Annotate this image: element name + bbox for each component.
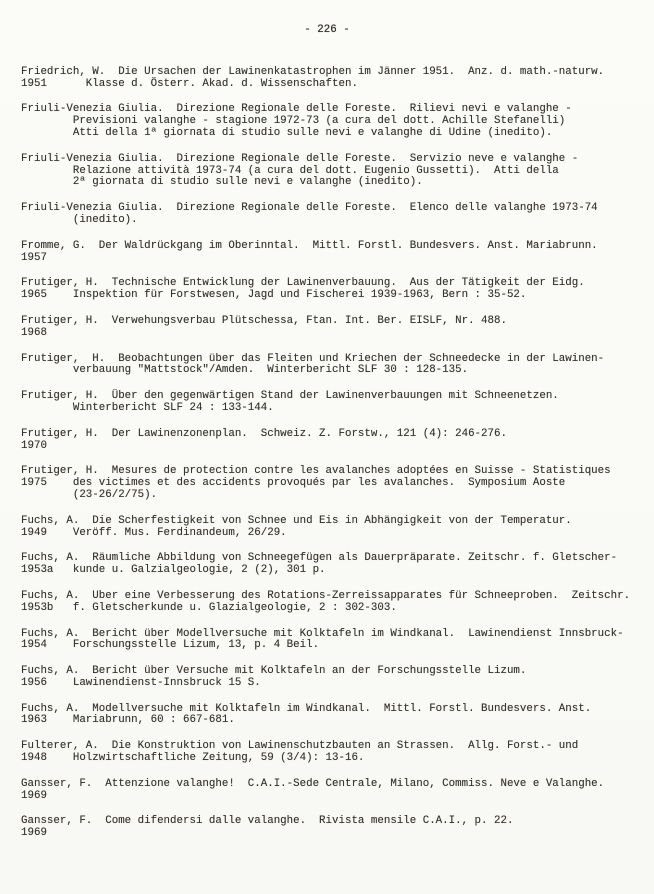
entry-line: Frutiger, H. Der Lawinenzonenplan. Schweiz. Z. Forstw., 121 (4): 246-276. (21, 427, 507, 440)
entry-line: 1956 Lawinendienst-Innsbruck 15 S. (21, 676, 261, 689)
bibliography-entry (21, 104, 648, 139)
entry-line: 1948 Holzwirtschaftliche Zeitung, 59 (3/4): 13-16. (21, 752, 365, 765)
entry-line: Fulterer, A. Die Konstruktion von Lawinenschutzbauten an Strassen. Allg. Forst.- und (21, 740, 579, 753)
bibliography-entry (21, 666, 648, 690)
entry-line: Frutiger, H. Technische Entwicklung der Lawinenverbauung. Aus der Tätigkeit der Eidg. (21, 277, 585, 290)
entry-line: 1957 (21, 251, 47, 264)
bibliography-entry (21, 354, 648, 378)
entry-line: 1969 (21, 789, 47, 802)
entry-line: Fuchs, A. Bericht über Modellversuche mit Kolktafeln im Windkanal. Lawinendienst Innsbruck- (21, 627, 624, 640)
entry-line: Frutiger, H. Mesures de protection contre les avalanches adoptées en Suisse - Statistiques (21, 465, 611, 478)
entry-line: 1953b f. Gletscherkunde u. Glazialgeologie, 2 : 302-303. (21, 601, 397, 614)
bibliography-entry (21, 816, 648, 840)
entry-line: Fromme, G. Der Waldrückgang im Oberinntal. Mittl. Forstl. Bundesvers. Anst. Mariabrunn. (21, 239, 598, 252)
bibliography-entry (21, 704, 648, 728)
entry-line: Fuchs, A. Räumliche Abbildung von Schneegefügen als Dauerpräparate. Zeitschr. f. Gletscher- (21, 552, 618, 565)
entry-line: Fuchs, A. Modellversuche mit Kolktafeln im Windkanal. Mittl. Forstl. Bundesvers. Anst. (21, 702, 592, 715)
entry-line: 2ª giornata di studio sulle nevi e valanghe (inedito). (21, 176, 423, 189)
entry-line: Friuli-Venezia Giulia. Direzione Regionale delle Foreste. Rilievi nevi e valanghe - (21, 103, 572, 116)
bibliography-entry (21, 391, 648, 415)
entry-line: Fuchs, A. Die Scherfestigkeit von Schnee und Eis in Abhängigkeit von der Temperatur. (21, 514, 572, 527)
entry-line: Frutiger, H. Über den gegenwärtigen Stand der Lawinenverbauungen mit Schneenetzen. (21, 390, 559, 403)
entry-line: Frutiger, H. Verwehungsverbau Plütschessa, Ftan. Int. Ber. EISLF, Nr. 488. (21, 314, 507, 327)
entry-line: Frutiger, H. Beobachtungen über das Fleiten und Kriechen der Schneedecke in der Lawinen- (21, 352, 605, 365)
entry-line: 1963 Mariabrunn, 60 : 667-681. (21, 714, 235, 727)
entry-line: Friedrich, W. Die Ursachen der Lawinenkatastrophen im Jänner 1951. Anz. d. math.-naturw. (21, 65, 605, 78)
bibliography-entry (21, 466, 648, 501)
entry-line: 1953a kunde u. Galzialgeologie, 2 (2), 301 p. (21, 564, 326, 577)
entry-line: 1970 (21, 439, 47, 452)
entry-line: verbauung "Mattstock"/Amden. Winterbericht SLF 30 : 128-135. (21, 364, 469, 377)
entry-line: Relazione attività 1973-74 (a cura del dott. Eugenio Gussetti). Atti della (21, 164, 559, 177)
bibliography-entry (21, 278, 648, 302)
bibliography-entry (21, 429, 648, 453)
bibliography-entry (21, 241, 648, 265)
entry-line: Gansser, F. Attenzione valanghe! C.A.I.-Sede Centrale, Milano, Commiss. Neve e Valanghe. (21, 777, 605, 790)
bibliography-entry (21, 629, 648, 653)
bibliography-list (0, 67, 654, 840)
entry-line: Gansser, F. Come difendersi dalle valanghe. Rivista mensile C.A.I., p. 22. (21, 815, 514, 828)
bibliography-entry (21, 203, 648, 227)
page-header (0, 0, 654, 37)
bibliography-entry (21, 516, 648, 540)
entry-line: Atti della 1ª giornata di studio sulle nevi e valanghe di Udine (inedito). (21, 126, 553, 139)
bibliography-entry (21, 779, 648, 803)
entry-line: (23-26/2/75). (21, 488, 158, 501)
entry-line: 1949 Veröff. Mus. Ferdinandeum, 26/29. (21, 526, 287, 539)
entry-line: 1954 Forschungsstelle Lizum, 13, p. 4 Beil. (21, 639, 320, 652)
bibliography-entry (21, 591, 648, 615)
entry-line: Previsioni valanghe - stagione 1972-73 (a cura del dott. Achille Stefanelli) (21, 115, 566, 128)
bibliography-entry (21, 154, 648, 189)
entry-line: Friuli-Venezia Giulia. Direzione Regionale delle Foreste. Elenco delle valanghe 1973-74 (21, 202, 598, 215)
bibliography-entry (21, 741, 648, 765)
entry-line: Fuchs, A. Bericht über Versuche mit Kolktafeln an der Forschungsstelle Lizum. (21, 665, 527, 678)
entry-line: Fuchs, A. Uber eine Verbesserung des Rotations-Zerreissapparates für Schneeproben. Zeitschr. (21, 589, 631, 602)
bibliography-entry (21, 553, 648, 577)
entry-line: 1968 (21, 326, 47, 339)
entry-line: Friuli-Venezia Giulia. Direzione Regionale delle Foreste. Servizio neve e valanghe - (21, 152, 579, 165)
entry-line: 1965 Inspektion für Forstwesen, Jagd und Fischerei 1939-1963, Bern : 35-52. (21, 289, 527, 302)
page-number: - 226 - (304, 24, 350, 36)
entry-line: (inedito). (21, 213, 138, 226)
entry-line: Winterbericht SLF 24 : 133-144. (21, 401, 274, 414)
bibliography-entry (21, 67, 648, 91)
bibliography-entry (21, 316, 648, 340)
entry-line: 1951 Klasse d. Österr. Akad. d. Wissenschaften. (21, 77, 358, 90)
entry-line: 1969 (21, 827, 47, 840)
entry-line: 1975 des victimes et des accidents provoqués par les avalanches. Symposium Aoste (21, 477, 566, 490)
